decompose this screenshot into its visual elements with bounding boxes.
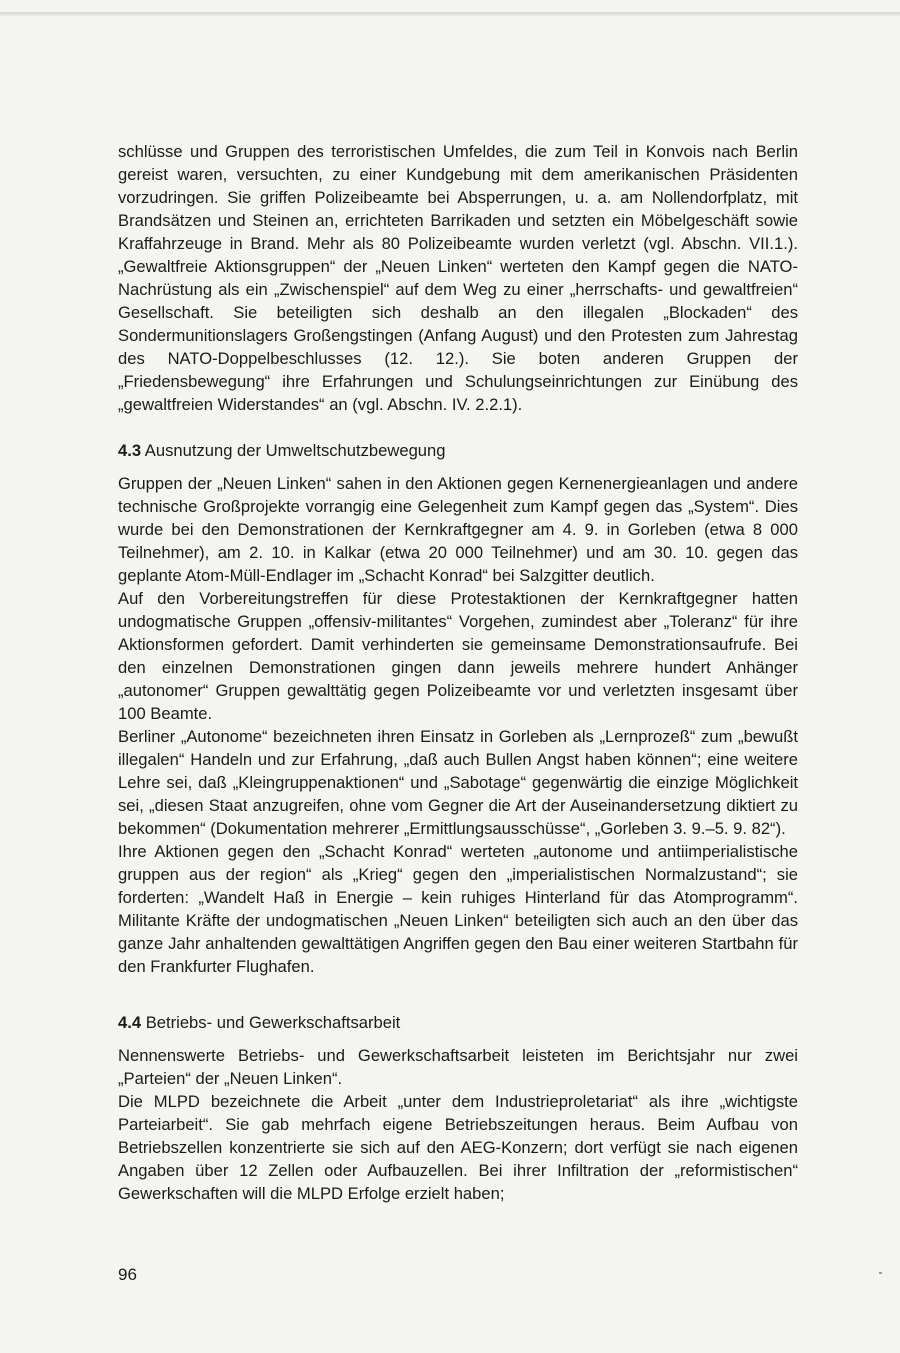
page-body: [118, 140, 798, 1205]
section-title: Betriebs- und Gewerkschaftsarbeit: [145, 1013, 401, 1032]
section-heading-4-3: [118, 439, 798, 462]
section-heading-4-4: [118, 1011, 798, 1034]
paragraph: Berliner „Autonome“ bezeichneten ihren Einsatz in Gorleben als „Lernprozeß“ zum „bewußt illegalen“ Handeln und zur Erfahrung, „daß auch Bullen Angst haben können“; eine weitere Lehre sei, daß „Kleingruppenaktionen“ und „Sabotage“ gegenwärtig die einzige Möglichkeit sei, „diesen Staat anzugreifen, ohne vom Gegner die Art der Auseinandersetzung diktiert zu bekommen“ (Dokumentation mehrerer „Ermittlungsausschüsse“, „Gorleben 3. 9.–5. 9. 82“).: [118, 727, 798, 838]
paragraph: Nennenswerte Betriebs- und Gewerkschaftsarbeit leisteten im Berichtsjahr nur zwei „Parteien“ der „Neuen Linken“.: [118, 1046, 798, 1088]
section-title: Ausnutzung der Umweltschutzbewegung: [144, 441, 446, 460]
scan-speck: [879, 1272, 882, 1274]
paragraph: schlüsse und Gruppen des terroristischen Umfeldes, die zum Teil in Konvois nach Berlin gereist waren, versuchten, zu einer Kundgebung mit dem amerikanischen Präsidenten vorzudringen. Sie griffen Polizeibeamte bei Absperrungen, u. a. am Nollendorfplatz, mit Brandsätzen und Steinen an, errichteten Barrikaden und setzten ein Möbelgeschäft sowie Kraffahrzeuge in Brand. Mehr als 80 Polizeibeamte wurden verletzt (vgl. Abschn. VII.1.). „Gewaltfreie Aktionsgruppen“ der „Neuen Linken“ werteten den Kampf gegen die NATO-Nachrüstung als ein „Zwischenspiel“ auf dem Weg zu einer „herrschafts- und gewaltfreien“ Gesellschaft. Sie beteiligten sich deshalb an den illegalen „Blockaden“ des Sondermunitionslagers Großengstingen (Anfang August) und den Protesten zum Jahrestag des NATO-Doppelbeschlusses (12. 12.). Sie boten anderen Gruppen der „Friedensbewegung“ ihre Erfahrungen und Schulungseinrichtungen zur Einübung des „gewaltfreien Widerstandes“ an (vgl. Abschn. IV. 2.2.1).: [118, 142, 798, 414]
page-top-edge: [0, 12, 900, 16]
paragraph: Ihre Aktionen gegen den „Schacht Konrad“ werteten „autonome und antiimperialistische gruppen aus der region“ als „Krieg“ gegen den „imperialistischen Normalzustand“; sie forderten: „Wandelt Haß in Energie – kein ruhiges Hinterland für das Atomprogramm“. Militante Kräfte der undogmatischen „Neuen Linken“ beteiligten sich auch an den über das ganze Jahr anhaltenden gewalttätigen Angriffen gegen den Bau einer weiteren Startbahn für den Frankfurter Flughafen.: [118, 842, 798, 976]
section-number: 4.3: [118, 441, 142, 460]
page-number: 96: [118, 1265, 137, 1284]
section-number: 4.4: [118, 1013, 142, 1032]
paragraph: Auf den Vorbereitungstreffen für diese Protestaktionen der Kernkraftgegner hatten undogmatische Gruppen „offensiv-militantes“ Vorgehen, zumindest aber „Toleranz“ für ihre Aktionsformen gefordert. Damit verhinderten sie gemeinsame Demonstrationsaufrufe. Bei den einzelnen Demonstrationen gingen dann jeweils mehrere hundert Anhänger „autonomer“ Gruppen gewalttätig gegen Polizeibeamte vor und verletzten insgesamt über 100 Beamte.: [118, 589, 798, 723]
paragraph: Gruppen der „Neuen Linken“ sahen in den Aktionen gegen Kernenergieanlagen und andere technische Großprojekte vorrangig eine Gelegenheit zum Kampf gegen das „System“. Dies wurde bei den Demonstrationen der Kernkraftgegner am 4. 9. in Gorleben (etwa 8 000 Teilnehmer), am 2. 10. in Kalkar (etwa 20 000 Teilnehmer) und am 30. 10. gegen das geplante Atom-Müll-Endlager im „Schacht Konrad“ bei Salzgitter deutlich.: [118, 474, 798, 585]
paragraph: Die MLPD bezeichnete die Arbeit „unter dem Industrieproletariat“ als ihre „wichtigste Parteiarbeit“. Sie gab mehrfach eigene Betriebszeitungen heraus. Beim Aufbau von Betriebszellen konzentrierte sie sich auf den AEG-Konzern; dort verfügt sie nach eigenen Angaben über 12 Zellen oder Aufbauzellen. Bei ihrer Infiltration der „reformistischen“ Gewerkschaften will die MLPD Erfolge erzielt haben;: [118, 1092, 798, 1203]
